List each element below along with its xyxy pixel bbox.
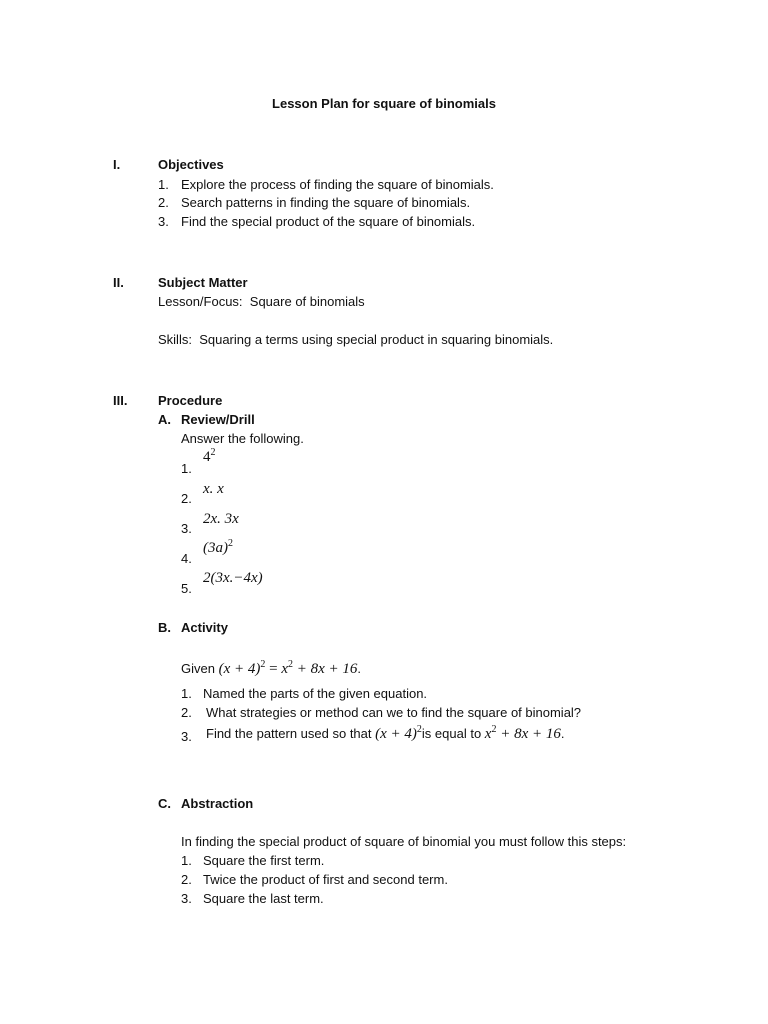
drill-expr-3-base: 2x. 3x <box>203 511 239 527</box>
section-numeral-3: III. <box>113 393 128 408</box>
drill-expr-4-sup: 2 <box>228 538 233 549</box>
activity-text-3: Find the pattern used so that <box>206 726 372 741</box>
activity-item-3-end: . <box>560 726 565 741</box>
abstraction-text-3: Square the last term. <box>203 891 324 906</box>
section-numeral-2: II. <box>113 275 124 290</box>
drill-expr-1-sup: 2 <box>210 447 216 458</box>
activity-num-2: 2. <box>181 705 192 720</box>
activity-item-3-lhs-base: (x + 4) <box>375 726 417 742</box>
given-equation <box>219 661 358 677</box>
objective-num-3: 3. <box>158 214 169 229</box>
activity-item-3-rhs-rest: + 8x + 16 <box>500 726 561 742</box>
activity-item-3-mid: is equal to <box>421 726 482 741</box>
given-lhs: (x + 4) <box>218 661 261 677</box>
activity-item-3-rhs-sup: 2 <box>491 724 497 735</box>
section-heading-objectives: Objectives <box>158 157 224 172</box>
abstraction-num-1: 1. <box>181 853 192 868</box>
page-title: Lesson Plan for square of binomials <box>272 96 496 111</box>
section-heading-subject-matter: Subject Matter <box>158 275 248 290</box>
activity-item-3-rhs <box>485 726 561 742</box>
given-rhs-x: x <box>281 661 289 677</box>
abstraction-letter: C. <box>158 796 171 811</box>
given-label: Given <box>181 661 215 676</box>
abstraction-intro: In finding the special product of square of binomial you must follow this steps: <box>181 834 627 849</box>
abstraction-num-3: 3. <box>181 891 192 906</box>
drill-expr-5 <box>203 569 263 587</box>
activity-item-3-lhs <box>375 726 422 742</box>
drill-num-2: 2. <box>181 491 192 506</box>
drill-expr-1-base: 4 <box>203 449 211 465</box>
given-lhs-sup: 2 <box>260 659 266 670</box>
drill-expr-4 <box>203 539 233 557</box>
section-numeral-1: I. <box>113 157 121 172</box>
lesson-focus-label: Lesson/Focus: <box>158 294 243 309</box>
given-rhs-sup: 2 <box>288 659 294 670</box>
drill-num-5: 5. <box>181 581 192 596</box>
given-end: . <box>357 661 362 676</box>
abstraction-num-2: 2. <box>181 872 192 887</box>
activity-num-3: 3. <box>181 729 192 744</box>
given-line <box>181 660 361 678</box>
lesson-focus-line <box>158 294 365 310</box>
activity-num-1: 1. <box>181 686 192 701</box>
drill-expr-4-base: (3a) <box>203 540 228 556</box>
review-heading: Review/Drill <box>181 412 255 427</box>
activity-heading: Activity <box>181 620 228 635</box>
drill-num-1: 1. <box>181 461 192 476</box>
activity-text-1: Named the parts of the given equation. <box>203 686 428 701</box>
drill-expr-3 <box>203 510 239 528</box>
objective-text-3: Find the special product of the square of binomials. <box>181 214 476 229</box>
abstraction-text-2: Twice the product of first and second term. <box>203 872 448 887</box>
objective-num-2: 2. <box>158 195 169 210</box>
drill-expr-2 <box>203 480 224 498</box>
skills-value: Squaring a terms using special product in squaring binomials. <box>199 332 554 347</box>
activity-item-3-rhs-x: x <box>484 726 492 742</box>
activity-item-3-line <box>206 725 565 743</box>
objective-text-2: Search patterns in finding the square of binomials. <box>181 195 471 210</box>
review-instruction: Answer the following. <box>181 431 304 446</box>
abstraction-heading: Abstraction <box>181 796 254 811</box>
drill-expr-1 <box>203 448 216 466</box>
lesson-focus-value: Square of binomials <box>249 294 365 309</box>
objective-text-1: Explore the process of finding the square of binomials. <box>181 177 494 192</box>
objective-num-1: 1. <box>158 177 169 192</box>
drill-num-4: 4. <box>181 551 192 566</box>
skills-line <box>158 332 553 348</box>
activity-item-3-lhs-sup: 2 <box>416 724 422 735</box>
drill-num-3: 3. <box>181 521 192 536</box>
skills-label: Skills: <box>158 332 192 347</box>
abstraction-text-1: Square the first term. <box>203 853 325 868</box>
activity-letter: B. <box>158 620 171 635</box>
review-letter: A. <box>158 412 171 427</box>
drill-expr-2-base: x. x <box>203 481 224 497</box>
section-heading-procedure: Procedure <box>158 393 223 408</box>
drill-expr-5-base: 2(3x.−4x) <box>203 570 263 586</box>
activity-text-2: What strategies or method can we to find the square of binomial? <box>206 705 582 720</box>
given-rhs-rest: + 8x + 16 <box>296 661 358 677</box>
given-eq: = <box>269 661 278 677</box>
